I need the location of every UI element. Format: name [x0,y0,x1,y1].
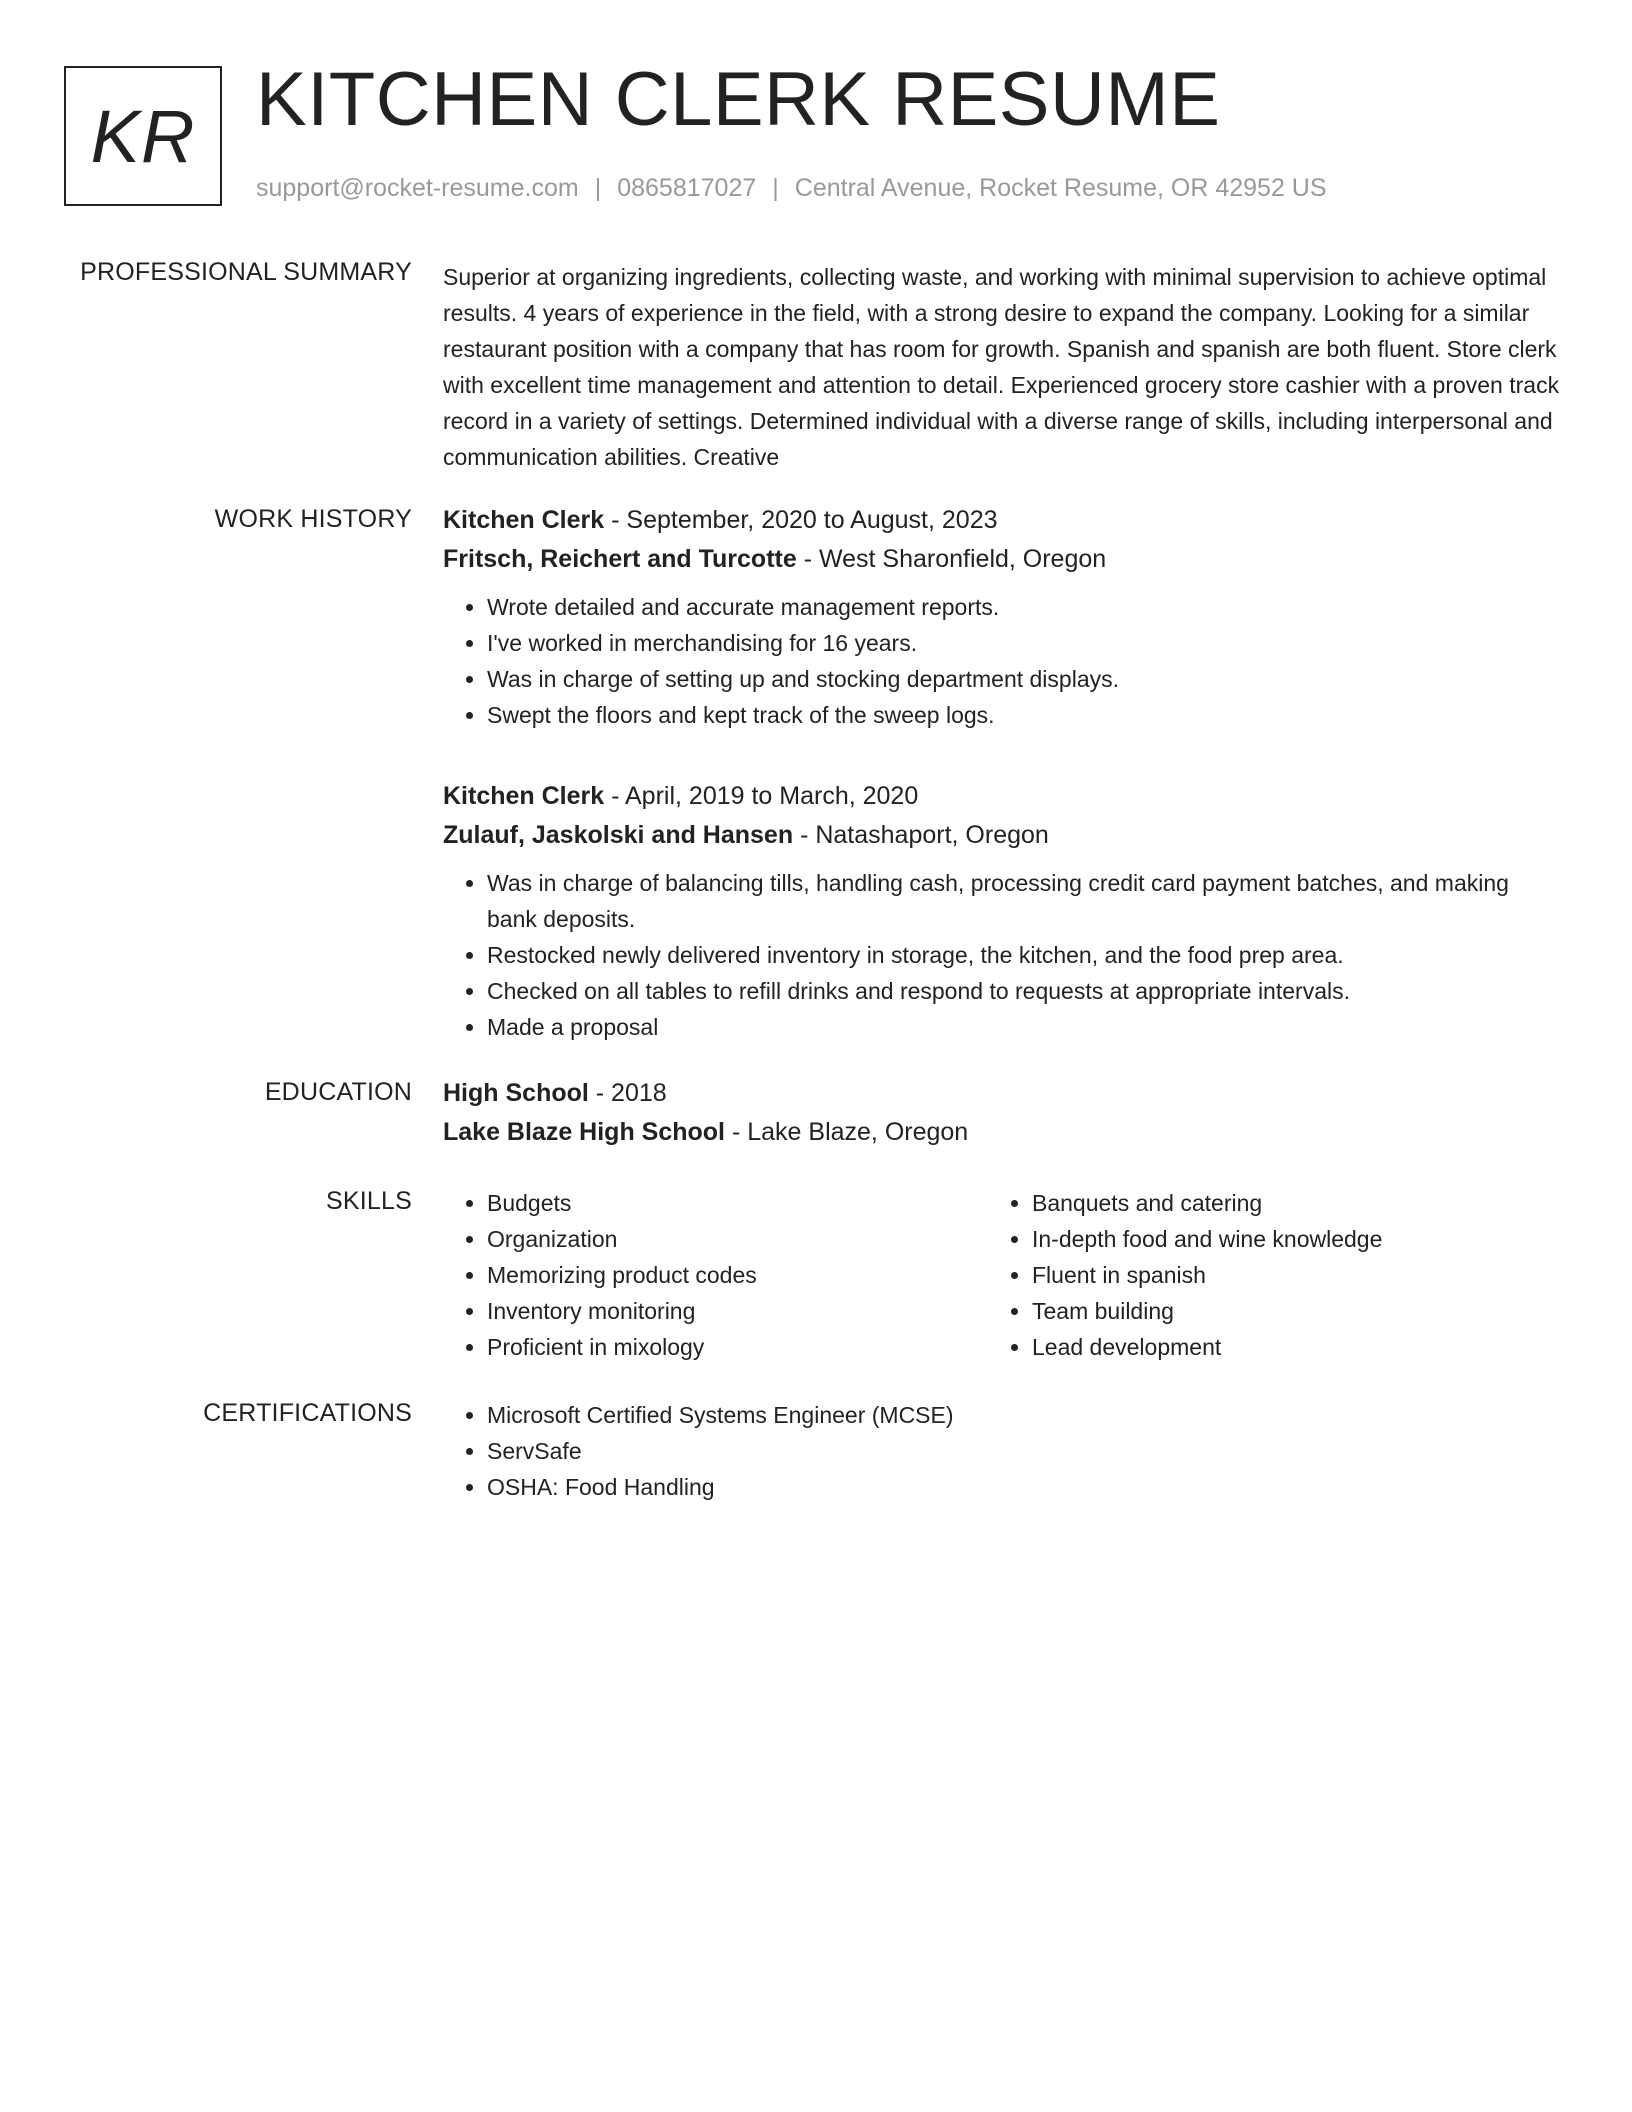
page-title: KITCHEN CLERK RESUME [256,57,1221,142]
education-location: - Lake Blaze, Oregon [725,1118,969,1146]
job-dates: - September, 2020 to August, 2023 [604,506,998,534]
skills-content [443,1185,1563,1365]
job-company-line [443,540,1563,579]
list-item: • Memorizing product codes [487,1257,988,1293]
list-item: • Made a proposal [487,1009,1563,1045]
job-location: - West Sharonfield, Oregon [796,545,1107,573]
job-bullets [443,865,1563,1045]
list-item: • Swept the floors and kept track of the sweep logs. [487,697,1563,733]
list-item: • Proficient in mixology [487,1329,988,1365]
list-item: • Organization [487,1221,988,1257]
certifications-content [443,1397,1563,1505]
list-item: • Inventory monitoring [487,1293,988,1329]
section-label-certifications: CERTIFICATIONS [203,1399,412,1427]
contact-email: support@rocket-resume.com [256,174,579,202]
list-item: • I've worked in merchandising for 16 years. [487,625,1563,661]
list-item: • Was in charge of balancing tills, handling cash, processing credit card payment batches, and making bank deposits. [487,865,1563,937]
contact-phone: 0865817027 [617,174,757,202]
skills-list-left [443,1185,988,1365]
list-item: • Banquets and catering [1032,1185,1533,1221]
education-content [443,1074,1563,1152]
summary-text: Superior at organizing ingredients, collecting waste, and working with minimal supervision to achieve optimal results. 4 years of experience in the field, with a strong desire to expand the company. Looking for a similar restaurant position with a company that has room for growth. Spanish and spanish are both fluent. Store clerk with excellent time management and attention to detail. Experienced grocery store cashier with a proven track record in a variety of settings. Determined individual with a diverse range of skills, including interpersonal and communication abilities. Creative [443,264,1560,470]
job-title: Kitchen Clerk [443,506,605,534]
job-entry [443,501,1563,733]
section-label-work-history: WORK HISTORY [214,505,412,533]
job-bullets [443,589,1563,733]
skills-column-right [988,1185,1533,1365]
contact-separator: | [772,174,779,202]
education-year: - 2018 [588,1079,667,1107]
list-item: • Was in charge of setting up and stocking department displays. [487,661,1563,697]
education-degree-line [443,1074,1563,1113]
job-entry [443,777,1563,1045]
job-company-line [443,816,1563,855]
contact-separator: | [594,174,602,202]
contact-line [256,174,1327,203]
job-company: Fritsch, Reichert and Turcotte [443,545,797,573]
list-item: • Restocked newly delivered inventory in storage, the kitchen, and the food prep area. [487,937,1563,973]
job-title-line [443,777,1563,816]
list-item: • Team building [1032,1293,1533,1329]
skills-column-left [443,1185,988,1365]
list-item: • OSHA: Food Handling [487,1469,1563,1505]
job-title-line [443,501,1563,540]
certifications-list [443,1397,1563,1505]
list-item: • Wrote detailed and accurate management reports. [487,589,1563,625]
monogram: KR [64,66,222,206]
education-school-line [443,1113,1563,1152]
list-item: • Lead development [1032,1329,1533,1365]
contact-address: Central Avenue, Rocket Resume, OR 42952 US [794,174,1327,202]
education-school: Lake Blaze High School [443,1118,726,1146]
work-history-content [443,501,1563,1089]
job-dates: - April, 2019 to March, 2020 [604,782,919,810]
job-location: - Natashaport, Oregon [793,821,1049,849]
list-item: • Microsoft Certified Systems Engineer (MCSE) [487,1397,1563,1433]
list-item: • Fluent in spanish [1032,1257,1533,1293]
list-item: • ServSafe [487,1433,1563,1469]
list-item: • Budgets [487,1185,988,1221]
job-title: Kitchen Clerk [443,782,605,810]
education-degree: High School [443,1079,589,1107]
job-company: Zulauf, Jaskolski and Hansen [443,821,794,849]
skills-list-right [988,1185,1533,1365]
list-item: • In-depth food and wine knowledge [1032,1221,1533,1257]
list-item: • Checked on all tables to refill drinks and respond to requests at appropriate intervals. [487,973,1563,1009]
section-label-summary: PROFESSIONAL SUMMARY [80,258,412,286]
summary-content [443,259,1563,475]
section-label-skills: SKILLS [326,1187,412,1215]
section-label-education: EDUCATION [264,1078,412,1106]
skills-grid [443,1185,1563,1365]
